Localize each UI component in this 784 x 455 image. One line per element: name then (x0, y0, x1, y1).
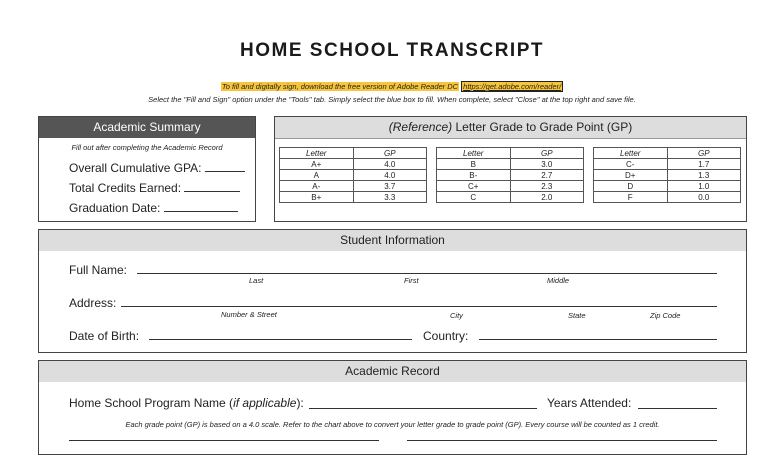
full-name-field[interactable] (137, 273, 717, 274)
grade-point-cell: 3.3 (353, 192, 427, 203)
gpa-label: Overall Cumulative GPA: (69, 161, 202, 175)
street-caption: Number & Street (221, 310, 277, 319)
academic-summary-panel (38, 116, 256, 222)
full-name-label: Full Name: (69, 263, 128, 277)
program-name-label (69, 396, 304, 410)
grade-col-gp: GP (353, 148, 427, 159)
grade-point-cell: 2.0 (510, 192, 584, 203)
grade-point-cell: 1.3 (667, 170, 741, 181)
grade-col-gp: GP (510, 148, 584, 159)
letter-grade-cell: F (594, 192, 668, 203)
grade-row (437, 181, 584, 192)
grade-row (280, 181, 427, 192)
years-attended-label: Years Attended: (547, 396, 632, 410)
credits-label: Total Credits Earned: (69, 181, 182, 195)
grade-row (594, 159, 741, 170)
program-name-field[interactable] (309, 408, 537, 409)
letter-grade-cell: A (280, 170, 354, 181)
download-instruction (0, 82, 784, 91)
grade-row (594, 192, 741, 203)
grade-chart-panel (274, 116, 747, 222)
student-information-panel (38, 229, 747, 353)
grade-col-letter: Letter (280, 148, 354, 159)
download-instruction-text: To fill and digitally sign, download the free version of Adobe Reader DC (221, 82, 459, 91)
program-label-b: if applicable (233, 396, 297, 410)
academic-record-heading: Academic Record (39, 361, 746, 382)
graduation-row (69, 201, 238, 215)
gpa-field[interactable] (205, 161, 245, 172)
grade-point-cell: 3.0 (510, 159, 584, 170)
grade-point-cell: 0.0 (667, 192, 741, 203)
student-information-heading: Student Information (39, 230, 746, 251)
credits-row (69, 181, 240, 195)
grade-table-3 (593, 147, 741, 203)
grade-chart-heading (275, 117, 746, 139)
letter-grade-cell: B (437, 159, 511, 170)
grade-chart-heading-prefix: (Reference) (388, 120, 453, 134)
grade-point-cell: 4.0 (353, 170, 427, 181)
country-field[interactable] (479, 339, 717, 340)
letter-grade-cell: A+ (280, 159, 354, 170)
grade-row (437, 170, 584, 181)
grade-table-header-row (437, 148, 584, 159)
letter-grade-cell: C- (594, 159, 668, 170)
grade-col-letter: Letter (437, 148, 511, 159)
state-caption: State (568, 311, 586, 320)
grade-chart-heading-text: Letter Grade to Grade Point (GP) (455, 120, 633, 134)
grade-row (280, 159, 427, 170)
grade-row (280, 170, 427, 181)
academic-summary-subtitle: Fill out after completing the Academic Record (71, 143, 223, 152)
academic-summary-heading: Academic Summary (39, 117, 255, 138)
letter-grade-cell: B- (437, 170, 511, 181)
grade-point-cell: 2.3 (510, 181, 584, 192)
zip-caption: Zip Code (650, 311, 681, 320)
grade-row (594, 170, 741, 181)
city-caption: City (450, 311, 463, 320)
grade-row (594, 181, 741, 192)
years-attended-field[interactable] (638, 408, 717, 409)
dob-field[interactable] (149, 339, 412, 340)
grade-point-cell: 3.7 (353, 181, 427, 192)
grade-col-letter: Letter (594, 148, 668, 159)
grade-point-cell: 4.0 (353, 159, 427, 170)
address-label: Address: (69, 296, 117, 310)
grade-row (437, 192, 584, 203)
letter-grade-cell: D+ (594, 170, 668, 181)
adobe-reader-link[interactable]: https://get.adobe.com/reader/ (463, 82, 562, 91)
dob-label: Date of Birth: (69, 329, 140, 343)
grade-table-header-row (280, 148, 427, 159)
credits-field[interactable] (184, 181, 240, 192)
grade-row (280, 192, 427, 203)
last-name-caption: Last (249, 276, 264, 285)
letter-grade-cell: D (594, 181, 668, 192)
grade-table-1 (279, 147, 427, 203)
graduation-label: Graduation Date: (69, 201, 161, 215)
letter-grade-cell: C+ (437, 181, 511, 192)
country-label: Country: (423, 329, 469, 343)
grade-point-cell: 1.0 (667, 181, 741, 192)
program-label-a: Home School Program Name ( (69, 396, 234, 410)
letter-grade-cell: A- (280, 181, 354, 192)
grade-point-cell: 1.7 (667, 159, 741, 170)
letter-grade-cell: C (437, 192, 511, 203)
graduation-field[interactable] (164, 201, 238, 212)
grade-row (437, 159, 584, 170)
letter-grade-cell: B+ (280, 192, 354, 203)
program-label-c: ): (296, 396, 304, 410)
grade-point-cell: 2.7 (510, 170, 584, 181)
fill-sign-instruction: Select the "Fill and Sign" option under the "Tools" tab. Simply select the blue box to fill. When complete, select "Close" at the top right and save file. (148, 95, 636, 104)
grade-table-header-row (594, 148, 741, 159)
grade-col-gp: GP (667, 148, 741, 159)
page-title: HOME SCHOOL TRANSCRIPT (240, 40, 544, 61)
grade-point-note: Each grade point (GP) is based on a 4.0 scale. Refer to the chart above to convert your letter grade to grade point (GP). Every course will be counted as 1 credit. (125, 420, 660, 429)
grade-table-2 (436, 147, 584, 203)
first-name-caption: First (404, 276, 419, 285)
address-field[interactable] (121, 306, 717, 307)
middle-name-caption: Middle (547, 276, 570, 285)
gpa-row (69, 161, 245, 175)
